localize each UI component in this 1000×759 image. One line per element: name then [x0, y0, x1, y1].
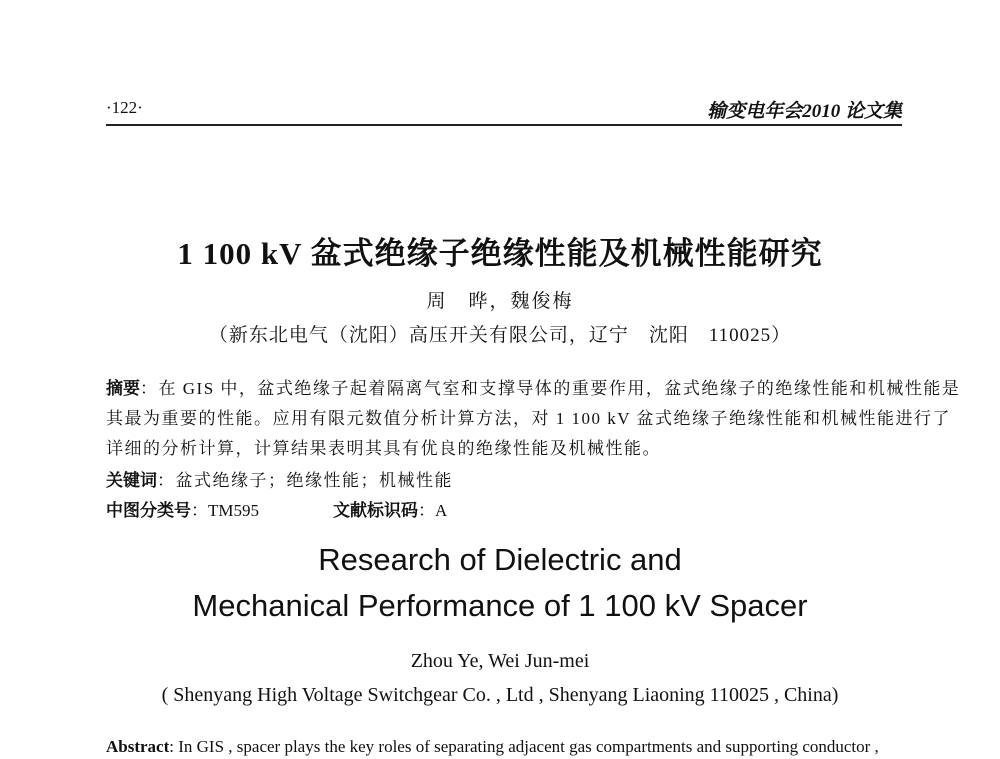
- english-authors: Zhou Ye, Wei Jun-mei: [410, 650, 590, 672]
- doc-code-label: 文献标识码: [333, 501, 418, 521]
- english-abstract-line: [106, 737, 879, 757]
- journal-name: 输变电年会2010 论文集: [707, 101, 902, 122]
- chinese-affiliation: （新东北电气（沈阳）高压开关有限公司，辽宁 沈阳 110025）: [208, 325, 792, 346]
- keywords-text: ：盆式绝缘子；绝缘性能；机械性能: [157, 471, 453, 490]
- keywords-label: 关键词: [106, 471, 157, 491]
- chinese-title: 1 100 kV 盆式绝缘子绝缘性能及机械性能研究: [177, 236, 823, 271]
- chinese-abstract-label: 摘要: [106, 379, 140, 399]
- english-abstract-text: : In GIS , spacer plays the key roles of separating adjacent gas compartments and supporting conductor ,: [169, 737, 879, 756]
- english-title-line-2: Mechanical Performance of 1 100 kV Spacer: [192, 588, 808, 623]
- chinese-abstract-text-1: ：在 GIS 中，盆式绝缘子起着隔离气室和支撑导体的重要作用，盆式绝缘子的绝缘性能和机械性能是: [140, 379, 961, 398]
- english-abstract-label: Abstract: [106, 737, 170, 756]
- chinese-authors: 周 晔，魏俊梅: [426, 291, 574, 312]
- chinese-keywords: [106, 466, 902, 491]
- english-affiliation: ( Shenyang High Voltage Switchgear Co. , Ltd , Shenyang Liaoning 110025 , China): [161, 684, 839, 706]
- clc-value: ：TM595: [191, 501, 259, 520]
- english-title-line-1: Research of Dielectric and: [318, 542, 682, 577]
- classification-line: [106, 496, 447, 521]
- chinese-abstract-line-2: 其最为重要的性能。应用有限元数值分析计算方法，对 1 100 kV 盆式绝缘子绝缘性能和机械性能进行了: [106, 409, 951, 428]
- doc-code-value: ：A: [418, 501, 448, 520]
- clc-label: 中图分类号: [106, 501, 191, 521]
- chinese-abstract-line-3: 详细的分析计算，计算结果表明其具有优良的绝缘性能及机械性能。: [106, 439, 661, 458]
- chinese-abstract-line-1: [106, 374, 961, 399]
- page-number: ·122·: [106, 98, 143, 117]
- header-rule: [106, 124, 902, 126]
